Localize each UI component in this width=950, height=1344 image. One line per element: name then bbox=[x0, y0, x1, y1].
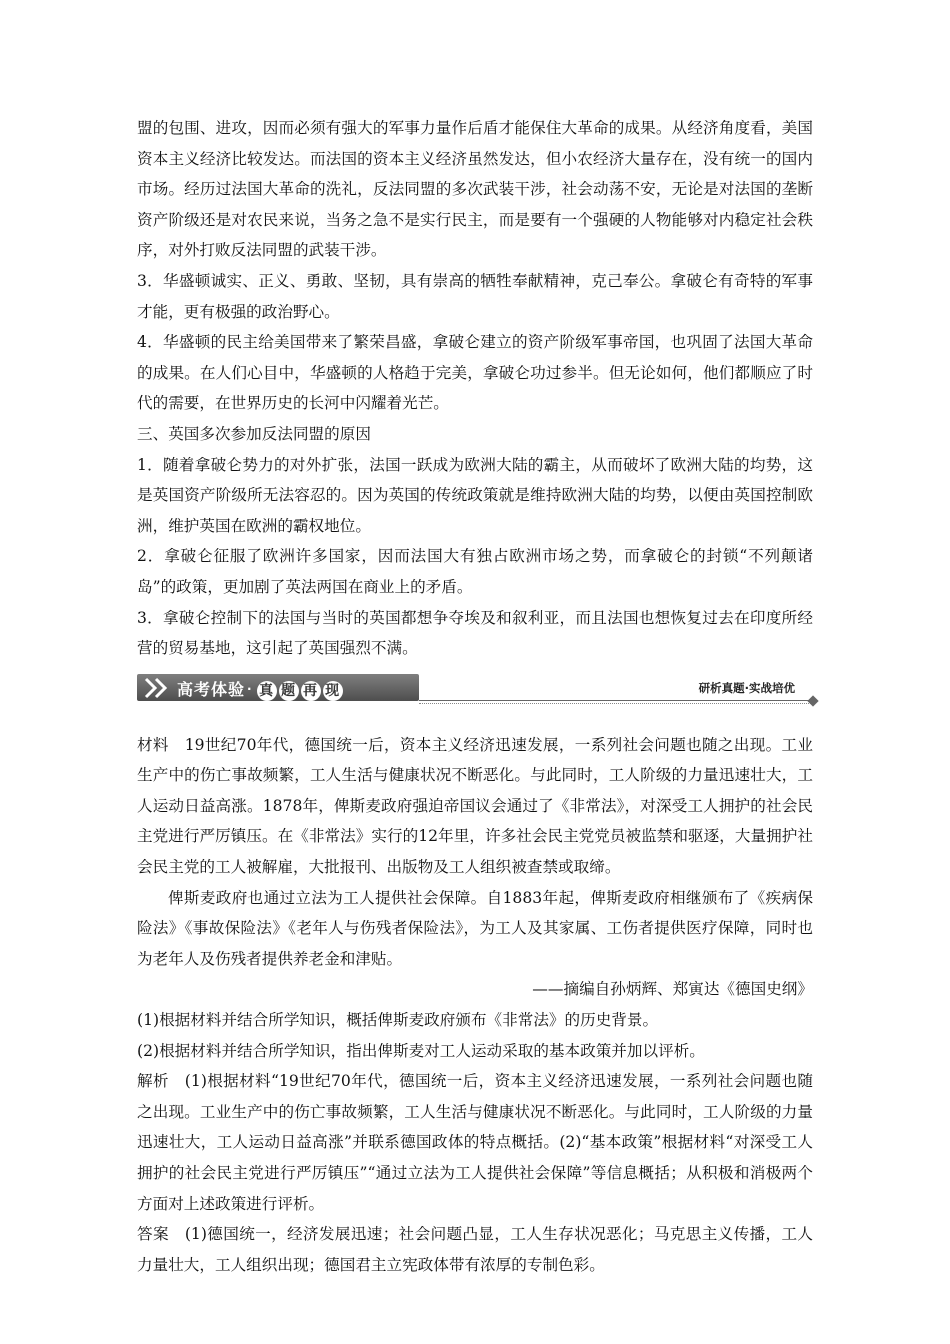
section-banner bbox=[137, 668, 813, 708]
answer-paragraph: 答案 (1)德国统一，经济发展迅速；社会问题凸显，工人生存状况恶化；马克思主义传播，工人力量壮大，工人组织出现；德国君主立宪政体带有浓厚的专制色彩。 bbox=[137, 1225, 813, 1274]
analysis-paragraph: 解析 (1)根据材料“19世纪70年代，德国统一后，资本主义经济迅速发展，一系列社会问题也随之出现。工业生产中的伤亡事故频繁，工人生活与健康状况不断恶化。与此同时，工人阶级的力量迅速壮大，工人运动日益高涨”并联系德国政体的特点概括。(2)“基本政策”根据材料“对深受工人拥护的社会民主党进行严厉镇压”“通过立法为工人提供社会保障”等信息概括；从积极和消极两个方面对上述政策进行评析。 bbox=[137, 1072, 813, 1213]
material-paragraph-1: 材料 19世纪70年代，德国统一后，资本主义经济迅速发展，一系列社会问题也随之出现。工业生产中的伤亡事故频繁，工人生活与健康状况不断恶化。与此同时，工人阶级的力量迅速壮大，工人运动日益高涨。1878年，俾斯麦政府强迫帝国议会通过了《非常法》，对深受工人拥护的社会民主党进行严厉镇压。在《非常法》实行的12年里，许多社会民主党党员被监禁和驱逐，大量拥护社会民主党的工人被解雇，大批报刊、出版物及工人组织被查禁或取缔。 bbox=[137, 735, 813, 877]
double-chevron-icon bbox=[143, 677, 173, 699]
banner-char-1: 真 bbox=[257, 681, 277, 701]
question-1: (1)根据材料并结合所学知识，概括俾斯麦政府颁布《非常法》的历史背景。 bbox=[137, 1011, 659, 1030]
material-source: ——摘编自孙炳辉、郑寅达《德国史纲》 bbox=[532, 980, 813, 999]
banner-subtitle: 研析真题·实战培优 bbox=[698, 680, 795, 695]
banner-dot: · bbox=[247, 681, 253, 696]
paragraph-continuation: 盟的包围、进攻，因而必须有强大的军事力量作后盾才能保住大革命的成果。从经济角度看，美国资本主义经济比较发达。而法国的资本主义经济虽然发达，但小农经济大量存在，没有统一的国内市场。经历过法国大革命的洗礼，反法同盟的多次武装干涉，社会动荡不安，无论是对法国的垄断资产阶级还是对农民来说，当务之急不是实行民主，而是要有一个强硬的人物能够对内稳定社会秩序，对外打败反法同盟的武装干涉。 bbox=[137, 119, 813, 260]
section-heading-3: 三、英国多次参加反法同盟的原因 bbox=[137, 424, 371, 443]
material-paragraph-2: 俾斯麦政府也通过立法为工人提供社会保障。自1883年起，俾斯麦政府相继颁布了《疾病保险法》《事故保险法》《老年人与伤残者保险法》，为工人及其家属、工伤者提供医疗保障，同时也为老年人及伤残者提供养老金和津贴。 bbox=[137, 888, 813, 968]
paragraph-reason-1: 1．随着拿破仑势力的对外扩张，法国一跃成为欧洲大陆的霸主，从而破坏了欧洲大陆的均势，这是英国资产阶级所无法容忍的。因为英国的传统政策就是维持欧洲大陆的均势，以便由英国控制欧洲，维护英国在欧洲的霸权地位。 bbox=[137, 455, 813, 535]
paragraph-reason-2: 2．拿破仑征服了欧洲许多国家，因而法国大有独占欧洲市场之势，而拿破仑的封锁“不列颠诸岛”的政策，更加剧了英法两国在商业上的矛盾。 bbox=[137, 547, 813, 596]
banner-char-4: 现 bbox=[323, 681, 343, 701]
banner-rule-dotted bbox=[419, 703, 813, 704]
diamond-icon bbox=[807, 695, 818, 706]
paragraph-point-4: 4．华盛顿的民主给美国带来了繁荣昌盛，拿破仑建立的资产阶级军事帝国，也巩固了法国大革命的成果。在人们心目中，华盛顿的人格趋于完美，拿破仑功过参半。但无论如何，他们都顺应了时代的需要，在世界历史的长河中闪耀着光芒。 bbox=[137, 333, 813, 413]
banner-char-3: 再 bbox=[301, 681, 321, 701]
paragraph-point-3: 3．华盛顿诚实、正义、勇敢、坚韧，具有崇高的牺牲奉献精神，克己奉公。拿破仑有奇特的军事才能，更有极强的政治野心。 bbox=[137, 271, 813, 321]
question-2: (2)根据材料并结合所学知识，指出俾斯麦对工人运动采取的基本政策并加以评析。 bbox=[137, 1041, 705, 1060]
banner-title-left: 高考体验 bbox=[177, 679, 246, 699]
banner-char-2: 题 bbox=[279, 681, 299, 701]
paragraph-reason-3: 3．拿破仑控制下的法国与当时的英国都想争夺埃及和叙利亚，而且法国也想恢复过去在印度所经营的贸易基地，这引起了英国强烈不满。 bbox=[137, 608, 813, 658]
banner-rule bbox=[419, 700, 813, 701]
document-body bbox=[137, 113, 813, 1280]
banner-title bbox=[177, 677, 343, 701]
